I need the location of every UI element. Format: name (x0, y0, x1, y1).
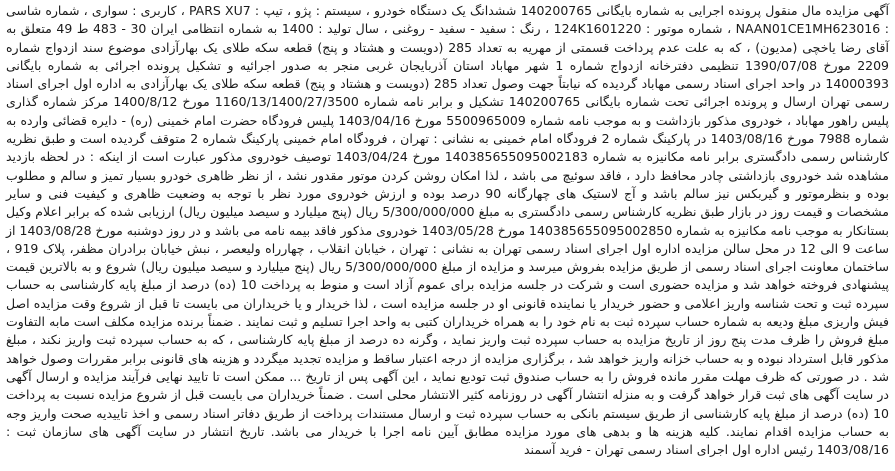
notice-body-text: آگهی مزایده مال منقول پرونده اجرایی به شماره بایگانی 140200765 ششدانگ یک دستگاه خودرو ، سیستم : پژو ، تیپ : PARS XU7 ، کاربری : سواری ، شماره شاسی : NAAN01CE1MH623016 ، شماره موتور : 124K1601220 ، رنگ : سفید - سفید - روغنی ، سال تولید : 1400 به شماره انتظامی ایران 30 - 483 ط 49 متعلق به آقای رضا یاخچی (مدیون) ، که به علت عدم پرداخت قسمتی از مهریه به تعداد 285 (دویست و هشتاد و پنج) قطعه سکه طلای یک بهارآزادی موضوع سند ازدواج شماره 2209 مورخ 1390/07/08 تنظیمی دفترخانه ازدواج شماره 1 شهر مهاباد استان آذربایجان غربی منجر به صدور اجرائیه و تشکیل پرونده اجرائی به شماره بایگانی 14000393 در واحد اجرای اسناد رسمی مهاباد گردیده که نیابتاً جهت وصول تعداد 285 (دویست و هشتاد و پنج) قطعه سکه طلای یک بهارآزادی به اداره اول اجرای اسناد رسمی تهران ارسال و پرونده اجرائی تحت شماره بایگانی 140200765 تشکیل و برابر نامه شماره 1160/13/1400/27/3500 مورخ 1400/8/12 مرکز شماره گذاری پلیس راهور مهاباد ، خودروی مذکور بازداشت و به موجب نامه شماره 5500965009 مورخ 1403/04/16 پلیس فرودگاه حضرت امام خمینی (ره) - دایره قضائی وارده به شماره 7988 مورخ 1403/08/16 در پارکینگ شماره 2 فرودگاه امام خمینی به نشانی : تهران ، فرودگاه امام خمینی پارکینگ شماره 2 متوقف گردیده است و طبق نظریه کارشناس رسمی دادگستری برابر نامه مکانیزه به شماره 140385655095002183 مورخ 1403/04/24 توصیف خودروی مذکور عبارت است از اینکه : در لحظه بازدید مشاهده شد خودروی بازداشتی چادر محافظ دارد ، فاقد سوئیچ می باشد ، لذا امکان روشن کردن موتور مقدور نشد ، از نظر ظاهری خودرو بسیار تمیز و سالم و مطلوب بوده و بنظرموتور و گیربکس نیز سالم باشد و آج لاستیک های چهارگانه 90 درصد بوده و ارزش خودروی مورد نظر با توجه به وضعیت ظاهری و کیفیت فنی و سایر مشخصات و قیمت روز در بازار طبق نظریه کارشناس رسمی دادگستری به مبلغ 5/300/000/000 ریال (پنج میلیارد و سیصد میلیون ریال) ارزیابی شده که برابر اعلام وکیل بستانکار به موجب نامه مکانیزه به شماره 140385655095002850 مورخ 1403/05/28 خودروی مذکور فاقد بیمه نامه می باشد و در روز دوشنبه مورخ 1403/08/28 از ساعت 9 الی 12 در محل سالن مزایده اداره اول اجرای اسناد رسمی تهران به نشانی : تهران ، خیابان انقلاب ، چهارراه ولیعصر ، نبش خیابان برادران مظفر، پلاک 919 ، ساختمان معاونت اجرای اسناد رسمی از طریق مزایده بفروش میرسد و مزایده از مبلغ 5/300/000/000 ریال (پنج میلیارد و سیصد میلیون ریال) شروع و به بالاترین قیمت پیشنهادی فروخته خواهد شد و مزایده حضوری است و شرکت در جلسه مزایده برای عموم آزاد است و منوط به پرداخت 10 (ده) درصد از مبلغ پایه کارشناسی به حساب سپرده ثبت و تحت شناسه واریز اعلامی و حضور خریدار یا نماینده قانونی او در جلسه مزایده است ، لذا خریدار و یا خریداران می بایست تا قبل از شروع وقت مزایده اصل فیش واریزی مبلغ ودیعه به شماره حساب سپرده ثبت به نام خود را به همراه خریداران کتبی به واحد اجرا تسلیم و ثبت نمایند . ضمناً برنده مزایده مکلف است مابه التفاوت مبلغ فروش را ظرف مدت پنج روز از تاریخ مزایده به حساب سپرده ثبت واریز نماید ، وگرنه ده درصد از مبلغ پایه کارشناسی ، که به حساب سپرده ثبت واریز نکند ، مبلغ مذکور قابل استرداد نبوده و به حساب خزانه واریز خواهد شد ، برگزاری مزایده از درجه اعتبار ساقط و مزایده تجدید میگردد و هزینه های قانونی برابر مقررات وصول خواهد شد . در صورتی که ظرف مهلت مقرر مانده فروش را به حساب صندوق ثبت تودیع نماید ، این آگهی پس از تاریخ ... ممکن است تا تایید نهایی فرآیند مزایده و ارسال آگهی در سایت آگهی های ثبت قرار خواهد گرفت و به منزله انتشار آگهی در روزنامه کثیر الانتشار محلی است . ضمناً خریداران می بایست قبل از شروع مزایده نسبت به پرداخت 10 (ده) درصد از مبلغ پایه کارشناسی از طریق سیستم بانکی به حساب سپرده ثبت و ارسال مستندات پرداخت از طریق دفاتر اسناد رسمی و اخذ تاییدیه صحت واریز وجه به حساب مزایده اقدام نمایند. کلیه هزینه ها و بدهی های مورد مزایده مطابق آیین نامه اجرا با خریدار می باشد. تاریخ انتشار در سایت آگهی های سازمان ثبت : 1403/08/16 رئیس اداره اول اجرای اسناد رسمی تهران - فرید آسمند (6, 3, 890, 458)
